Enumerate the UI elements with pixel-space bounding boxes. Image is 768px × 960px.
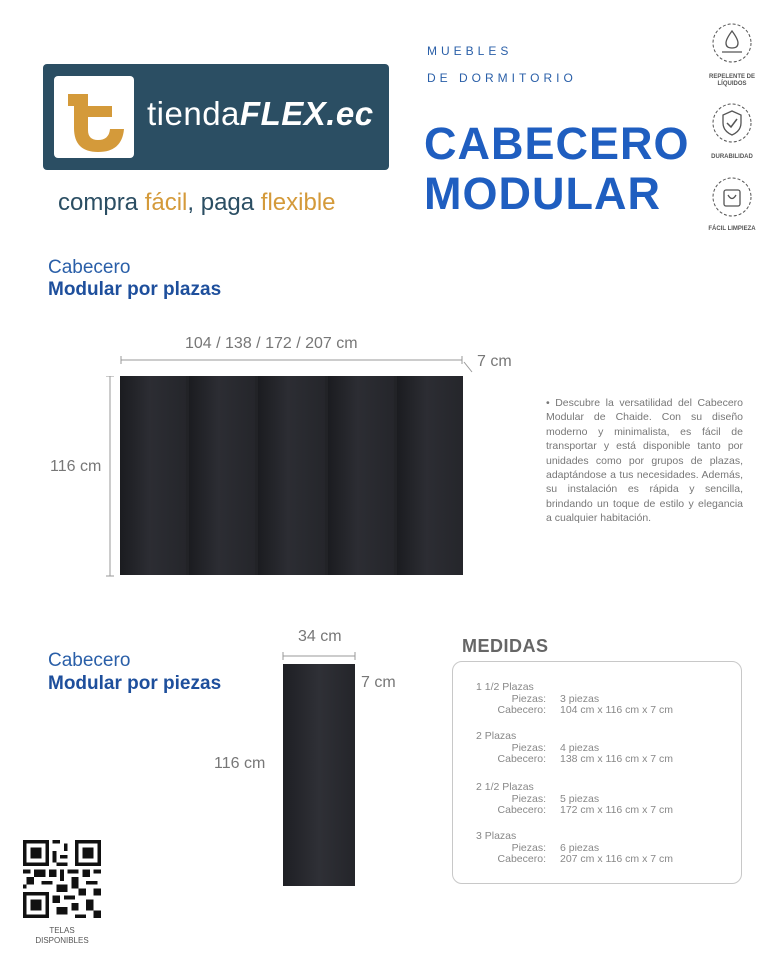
medidas-group: 1 1/2 Plazas Piezas: 3 piezas Cabecero: 104 cm x 116 cm x 7 cm <box>476 681 674 716</box>
feature-water-repellent <box>711 22 753 69</box>
brand-name: tiendaFLEX.ec <box>147 95 374 132</box>
brand-tagline: compra fácil, paga flexible <box>58 189 336 216</box>
telas-disponibles-label: TELAS DISPONIBLES <box>35 926 89 945</box>
piezas-width-line <box>281 648 361 664</box>
headboard-panel <box>328 376 394 575</box>
medidas-group-name: 3 Plazas <box>476 830 517 842</box>
headboard-panel <box>189 376 255 575</box>
section-plazas-title-2: Modular por plazas <box>48 279 222 300</box>
medidas-title: MEDIDAS <box>462 636 549 656</box>
medidas-cabecero-value: 104 cm x 116 cm x 7 cm <box>560 704 674 716</box>
plazas-width-label: 104 / 138 / 172 / 207 cm <box>185 335 358 352</box>
feature-easy-clean <box>711 176 753 223</box>
medidas-piezas-value: 3 piezas <box>560 692 600 705</box>
product-title-line-1: CABECERO <box>424 118 690 169</box>
medidas-cabecero-value: 207 cm x 116 cm x 7 cm <box>560 853 674 865</box>
product-title-line-2: MODULAR <box>424 168 661 219</box>
plazas-height-line <box>104 376 116 578</box>
section-piezas-title-1: Cabecero <box>48 650 131 671</box>
brand-logo-mark <box>54 76 134 158</box>
feature-label-1: REPELENTE DE LÍQUIDOS <box>708 74 755 87</box>
medidas-group-name: 2 Plazas <box>476 730 517 742</box>
medidas-piezas-value: 4 piezas <box>560 741 600 754</box>
medidas-piezas-value: 5 piezas <box>560 792 600 805</box>
headboard-piece-image <box>283 664 355 886</box>
feature-label-2: DURABILIDAD <box>711 154 753 160</box>
piezas-width-label: 34 cm <box>298 628 342 645</box>
headboard-panel <box>258 376 324 575</box>
medidas-piezas-value: 6 piezas <box>560 841 600 854</box>
feature-durability <box>711 102 753 149</box>
tf-logo-icon <box>54 76 134 158</box>
piezas-depth-label: 7 cm <box>361 674 396 691</box>
headboard-panel <box>397 376 463 575</box>
category-line-2: DE DORMITORIO <box>427 71 577 85</box>
plazas-depth-label: 7 cm <box>477 353 512 370</box>
medidas-group-name: 1 1/2 Plazas <box>476 681 534 693</box>
medidas-cabecero-value: 172 cm x 116 cm x 7 cm <box>560 804 674 816</box>
medidas-group-name: 2 1/2 Plazas <box>476 781 534 793</box>
easy-clean-icon <box>711 176 753 218</box>
headboard-plazas-image <box>120 376 463 575</box>
qr-code-icon[interactable] <box>23 840 101 918</box>
section-plazas-title-1: Cabecero <box>48 257 131 278</box>
water-repellent-icon <box>711 22 753 64</box>
plazas-height-label: 116 cm <box>50 458 102 475</box>
medidas-group: 2 1/2 Plazas Piezas: 5 piezas Cabecero: 172 cm x 116 cm x 7 cm <box>476 781 674 816</box>
medidas-group: 3 Plazas Piezas: 6 piezas Cabecero: 207 cm x 116 cm x 7 cm <box>476 830 674 865</box>
headboard-panel <box>120 376 186 575</box>
shield-check-icon <box>711 102 753 144</box>
piezas-height-label: 116 cm <box>214 755 266 772</box>
product-description: • Descubre la versatilidad del Cabecero Modular de Chaide. Con su diseño moderno y minimalista, es fácil de transportar y está disponible tanto por unidades como por grupos de plazas, adaptándose a tus necesidades. Además, su instalación es rápida y sencilla, brindando un toque de estilo y elegancia a cualquier habitación. <box>546 397 743 525</box>
feature-label-3: FÁCIL LIMPIEZA <box>708 226 756 232</box>
medidas-cabecero-value: 138 cm x 116 cm x 7 cm <box>560 753 674 765</box>
medidas-table <box>452 661 742 884</box>
section-piezas-title-2: Modular por piezas <box>48 673 222 694</box>
medidas-group: 2 Plazas Piezas: 4 piezas Cabecero: 138 cm x 116 cm x 7 cm <box>476 730 674 765</box>
category-line-1: MUEBLES <box>427 44 513 58</box>
